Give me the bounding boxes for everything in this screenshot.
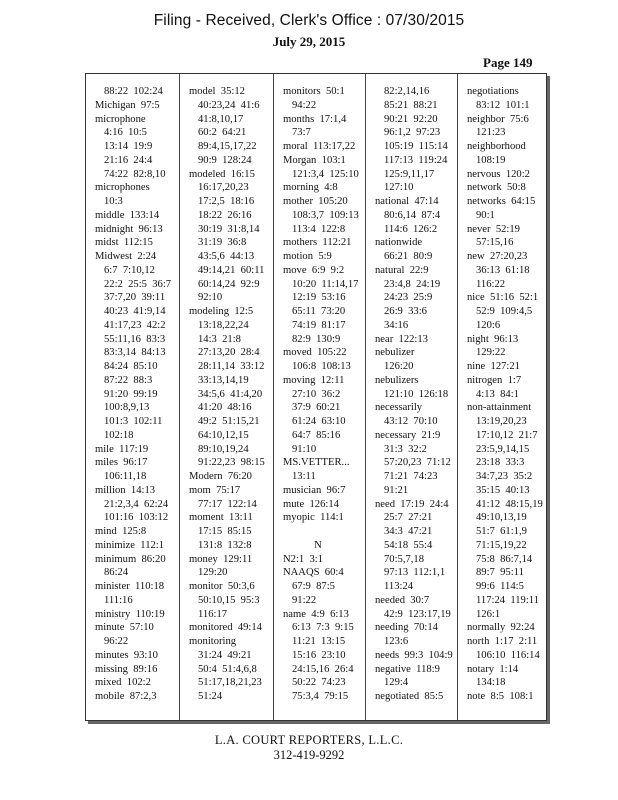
index-entry: near 122:13 bbox=[375, 333, 428, 345]
index-reference-line: 36:13 61:18 bbox=[476, 264, 530, 276]
index-entry: mother 105:20 bbox=[283, 196, 348, 207]
index-entry: monitor 50:3,6 bbox=[189, 581, 255, 592]
index-entry: microphones bbox=[95, 182, 150, 194]
index-column-4 bbox=[366, 74, 458, 720]
index-entry: Midwest 2:24 bbox=[95, 251, 157, 262]
word-index-table bbox=[85, 73, 547, 721]
index-entry: million 14:13 bbox=[95, 484, 156, 496]
index-reference-line: 40:23 41:9,14 bbox=[104, 306, 166, 317]
index-reference-line: 10:3 bbox=[104, 196, 123, 207]
index-reference-line: 34:3 47:21 bbox=[384, 526, 433, 537]
index-reference-line: 121:10 126:18 bbox=[384, 388, 449, 400]
index-reference-line: 49:14,21 60:11 bbox=[198, 264, 265, 276]
index-reference-line: 101:16 103:12 bbox=[104, 512, 169, 524]
index-reference-line: 17:10,12 21:7 bbox=[476, 429, 538, 441]
index-reference-line: 60:2 64:21 bbox=[198, 127, 247, 139]
index-reference-line: 77:17 122:14 bbox=[198, 498, 257, 510]
index-entry: NAAQS 60:4 bbox=[283, 567, 344, 579]
index-reference-line: 13:14 19:9 bbox=[104, 141, 153, 152]
index-reference-line: 57:20,23 71:12 bbox=[384, 457, 451, 469]
index-reference-line: 60:14,24 92:9 bbox=[198, 278, 260, 290]
index-reference-line: 64:10,12,15 bbox=[198, 429, 249, 441]
index-reference-line: 24:15,16 26:4 bbox=[292, 663, 354, 675]
index-reference-line: 11:21 13:15 bbox=[292, 636, 346, 647]
index-entry: minutes 93:10 bbox=[95, 649, 158, 661]
index-reference-line: 14:3 21:8 bbox=[198, 333, 241, 345]
index-reference-line: 30:19 31:8,14 bbox=[198, 223, 260, 235]
index-reference-line: 4:13 84:1 bbox=[476, 388, 519, 400]
index-entry: needs 99:3 104:9 bbox=[375, 649, 453, 661]
index-reference-line: 91:22,23 98:15 bbox=[198, 457, 265, 469]
index-entry: mothers 112:21 bbox=[283, 237, 352, 249]
index-reference-line: 67:9 87:5 bbox=[292, 581, 335, 592]
index-entry: missing 89:16 bbox=[95, 663, 158, 675]
index-entry: minimize 112:1 bbox=[95, 539, 165, 551]
index-entry: night 96:13 bbox=[467, 333, 519, 345]
index-reference-line: 121:3,4 125:10 bbox=[292, 168, 359, 180]
index-entry: minute 57:10 bbox=[95, 622, 154, 634]
index-entry: negotiations bbox=[467, 86, 519, 97]
index-entry: mixed 102:2 bbox=[95, 677, 151, 689]
index-reference-line: 129:4 bbox=[384, 677, 409, 689]
index-entry: note 8:5 108:1 bbox=[467, 691, 534, 702]
index-entry: negative 118:9 bbox=[375, 663, 440, 675]
index-entry: model 35:12 bbox=[189, 86, 245, 97]
index-reference-line: 21:16 24:4 bbox=[104, 154, 153, 166]
index-reference-line: 41:20 48:16 bbox=[198, 402, 252, 414]
index-reference-line: 37:9 60:21 bbox=[292, 402, 341, 414]
index-entry: Modern 76:20 bbox=[189, 471, 252, 482]
index-reference-line: 85:21 88:21 bbox=[384, 99, 438, 111]
index-entry: money 129:11 bbox=[189, 553, 253, 565]
index-reference-line: 96:22 bbox=[104, 636, 129, 647]
index-entry: need 17:19 24:4 bbox=[375, 498, 449, 510]
index-reference-line: 91:22 bbox=[292, 594, 317, 606]
index-reference-line: 120:6 bbox=[476, 319, 501, 331]
index-reference-line: 66:21 80:9 bbox=[384, 251, 433, 262]
index-reference-line: 31:19 36:8 bbox=[198, 237, 247, 249]
index-entry: MS.VETTER... bbox=[283, 457, 350, 469]
index-entry: notary 1:14 bbox=[467, 663, 519, 675]
index-entry: musician 96:7 bbox=[283, 484, 346, 496]
index-reference-line: 106:11,18 bbox=[104, 471, 147, 482]
index-reference-line: 129:22 bbox=[476, 347, 506, 359]
index-entry: moral 113:17,22 bbox=[283, 141, 356, 152]
index-entry: normally 92:24 bbox=[467, 622, 535, 634]
index-reference-line: 83:3,14 84:13 bbox=[104, 347, 166, 359]
index-reference-line: 37:7,20 39:11 bbox=[104, 292, 166, 304]
index-entry: nine 127:21 bbox=[467, 361, 520, 372]
index-reference-line: 90:21 92:20 bbox=[384, 113, 438, 125]
index-reference-line: 117:13 119:24 bbox=[384, 154, 448, 166]
index-reference-line: 55:11,16 83:3 bbox=[104, 333, 166, 345]
index-entry: moment 13:11 bbox=[189, 512, 253, 524]
index-entry: morning 4:8 bbox=[283, 182, 338, 194]
index-reference-line: 16:17,20,23 bbox=[198, 182, 249, 194]
index-entry: mobile 87:2,3 bbox=[95, 691, 157, 702]
index-reference-line: 50:4 51:4,6,8 bbox=[198, 663, 257, 675]
index-reference-line: 71:21 74:23 bbox=[384, 471, 438, 482]
index-reference-line: 100:8,9,13 bbox=[104, 402, 150, 414]
index-reference-line: 84:24 85:10 bbox=[104, 361, 158, 372]
index-reference-line: 13:11 bbox=[292, 471, 316, 482]
index-reference-line: 123:6 bbox=[384, 636, 409, 647]
index-reference-line: 121:23 bbox=[476, 127, 506, 139]
index-entry: nitrogen 1:7 bbox=[467, 374, 522, 386]
court-reporter-name: L.A. COURT REPORTERS, L.L.C. bbox=[214, 733, 404, 747]
index-entry: myopic 114:1 bbox=[283, 512, 344, 524]
index-reference-line: 75:8 86:7,14 bbox=[476, 553, 533, 565]
index-reference-line: 41:17,23 42:2 bbox=[104, 319, 166, 331]
index-reference-line: 92:10 bbox=[198, 292, 223, 304]
index-reference-line: 52:9 109:4,5 bbox=[476, 306, 533, 317]
index-reference-line: 41:8,10,17 bbox=[198, 113, 244, 125]
index-entry: natural 22:9 bbox=[375, 264, 429, 276]
index-entry: name 4:9 6:13 bbox=[283, 608, 349, 620]
index-entry: months 17:1,4 bbox=[283, 113, 347, 125]
index-reference-line: 90:9 128:24 bbox=[198, 154, 252, 166]
index-entry: neighbor 75:6 bbox=[467, 113, 529, 125]
index-letter-heading: N bbox=[314, 539, 322, 551]
index-reference-line: 75:3,4 79:15 bbox=[292, 691, 349, 702]
index-entry: N2:1 3:1 bbox=[283, 553, 324, 565]
index-reference-line: 6:13 7:3 9:15 bbox=[292, 622, 354, 634]
index-entry: nervous 120:2 bbox=[467, 168, 530, 180]
index-reference-line: 24:23 25:9 bbox=[384, 292, 433, 304]
index-reference-line: 33:13,14,19 bbox=[198, 374, 249, 386]
index-entry: middle 133:14 bbox=[95, 209, 160, 221]
index-reference-line: 87:22 88:3 bbox=[104, 374, 153, 386]
index-entry: minimum 86:20 bbox=[95, 553, 166, 565]
index-reference-line: 114:6 126:2 bbox=[384, 223, 438, 235]
index-reference-line: 17:15 85:15 bbox=[198, 526, 252, 537]
index-entry: nebulizers bbox=[375, 374, 419, 386]
index-reference-line: 94:22 bbox=[292, 99, 317, 111]
index-reference-line: 23:4,8 24:19 bbox=[384, 278, 441, 290]
index-entry: necessarily bbox=[375, 402, 423, 414]
index-reference-line: 61:24 63:10 bbox=[292, 416, 346, 427]
index-entry: national 47:14 bbox=[375, 196, 439, 207]
index-reference-line: 15:16 23:10 bbox=[292, 649, 346, 661]
index-entry: microphone bbox=[95, 113, 146, 125]
index-entry: monitoring bbox=[189, 636, 237, 647]
index-reference-line: 34:5,6 41:4,20 bbox=[198, 388, 263, 400]
index-reference-line: 31:24 49:21 bbox=[198, 649, 252, 661]
index-reference-line: 126:20 bbox=[384, 361, 414, 372]
index-entry: non-attainment bbox=[467, 402, 532, 414]
index-reference-line: 50:10,15 95:3 bbox=[198, 594, 260, 606]
index-reference-line: 97:13 112:1,1 bbox=[384, 567, 446, 579]
index-entry: new 27:20,23 bbox=[467, 251, 528, 262]
index-reference-line: 131:8 132:8 bbox=[198, 539, 252, 551]
index-column-2 bbox=[180, 74, 274, 720]
index-reference-line: 25:7 27:21 bbox=[384, 512, 433, 524]
index-reference-line: 12:19 53:16 bbox=[292, 292, 346, 304]
index-entry: nationwide bbox=[375, 237, 423, 249]
index-reference-line: 27:10 36:2 bbox=[292, 388, 341, 400]
index-entry: moving 12:11 bbox=[283, 374, 345, 386]
index-reference-line: 108:3,7 109:13 bbox=[292, 209, 359, 221]
index-reference-line: 73:7 bbox=[292, 127, 311, 139]
index-entry: miles 96:17 bbox=[95, 457, 148, 469]
index-entry: north 1:17 2:11 bbox=[467, 636, 538, 647]
filing-stamp: Filing - Received, Clerk's Office : 07/30/2015 bbox=[153, 12, 465, 29]
index-entry: mute 126:14 bbox=[283, 498, 339, 510]
index-reference-line: 34:7,23 35:2 bbox=[476, 471, 533, 482]
index-reference-line: 91:10 bbox=[292, 443, 317, 455]
index-entry: mind 125:8 bbox=[95, 526, 147, 537]
index-reference-line: 65:11 73:20 bbox=[292, 306, 346, 317]
index-entry: needed 30:7 bbox=[375, 594, 430, 606]
index-reference-line: 82:2,14,16 bbox=[384, 86, 430, 97]
index-reference-line: 106:8 108:13 bbox=[292, 361, 351, 372]
index-reference-line: 42:9 123:17,19 bbox=[384, 608, 451, 620]
index-column-5 bbox=[458, 74, 546, 720]
index-entry: needing 70:14 bbox=[375, 622, 438, 634]
index-reference-line: 83:12 101:1 bbox=[476, 99, 530, 111]
index-reference-line: 129:20 bbox=[198, 567, 228, 579]
index-entry: moved 105:22 bbox=[283, 347, 347, 359]
index-entry: modeling 12:5 bbox=[189, 306, 254, 317]
index-entry: minister 110:18 bbox=[95, 581, 165, 592]
index-reference-line: 54:18 55:4 bbox=[384, 539, 433, 551]
index-reference-line: 4:16 10:5 bbox=[104, 127, 147, 139]
index-reference-line: 23:18 33:3 bbox=[476, 457, 525, 469]
index-reference-line: 89:7 95:11 bbox=[476, 567, 524, 579]
index-entry: nebulizer bbox=[375, 347, 415, 359]
index-reference-line: 31:3 32:2 bbox=[384, 443, 427, 455]
index-entry: monitors 50:1 bbox=[283, 86, 345, 97]
index-reference-line: 134:18 bbox=[476, 677, 506, 689]
index-reference-line: 43:12 70:10 bbox=[384, 416, 438, 427]
index-reference-line: 51:17,18,21,23 bbox=[198, 677, 262, 689]
index-entry: modeled 16:15 bbox=[189, 168, 255, 180]
index-reference-line: 40:23,24 41:6 bbox=[198, 99, 260, 111]
index-reference-line: 64:7 85:16 bbox=[292, 429, 341, 441]
index-reference-line: 80:6,14 87:4 bbox=[384, 209, 441, 221]
index-reference-line: 34:16 bbox=[384, 319, 409, 331]
index-reference-line: 89:10,19,24 bbox=[198, 443, 249, 455]
index-reference-line: 74:19 81:17 bbox=[292, 319, 346, 331]
index-entry: Morgan 103:1 bbox=[283, 154, 346, 166]
court-reporter-phone: 312-419-9292 bbox=[273, 748, 345, 762]
index-entry: midst 112:15 bbox=[95, 237, 153, 249]
index-reference-line: 43:5,6 44:13 bbox=[198, 251, 255, 262]
index-reference-line: 127:10 bbox=[384, 182, 414, 194]
index-reference-line: 74:22 82:8,10 bbox=[104, 168, 166, 180]
index-entry bbox=[283, 525, 365, 539]
document-date: July 29, 2015 bbox=[272, 34, 346, 49]
index-reference-line: 70:5,7,18 bbox=[384, 553, 425, 565]
index-reference-line: 125:9,11,17 bbox=[384, 168, 435, 180]
index-reference-line: 27:13,20 28:4 bbox=[198, 347, 260, 359]
index-reference-line: 89:4,15,17,22 bbox=[198, 141, 257, 152]
index-reference-line: 113:4 122:8 bbox=[292, 223, 346, 235]
index-reference-line: 50:22 74:23 bbox=[292, 677, 346, 689]
index-reference-line: 91:20 99:19 bbox=[104, 388, 158, 400]
index-entry: never 52:19 bbox=[467, 223, 520, 235]
index-column-3 bbox=[274, 74, 366, 720]
index-reference-line: 18:22 26:16 bbox=[198, 209, 252, 221]
index-reference-line: 105:19 115:14 bbox=[384, 141, 448, 152]
index-reference-line: 102:18 bbox=[104, 429, 134, 441]
index-reference-line: 13:18,22,24 bbox=[198, 319, 249, 331]
index-reference-line: 88:22 102:24 bbox=[104, 86, 163, 97]
index-entry: mile 117:19 bbox=[95, 443, 149, 455]
index-reference-line: 111:16 bbox=[104, 594, 133, 606]
index-entry: monitored 49:14 bbox=[189, 622, 262, 634]
index-reference-line: 23:5,9,14,15 bbox=[476, 443, 530, 455]
index-column-1 bbox=[86, 74, 180, 720]
page-number: Page 149 bbox=[483, 55, 533, 70]
index-reference-line: 99:6 114:5 bbox=[476, 581, 524, 592]
index-reference-line: 71:15,19,22 bbox=[476, 539, 527, 551]
index-reference-line: 10:20 11:14,17 bbox=[292, 278, 359, 290]
index-reference-line: 82:9 130:9 bbox=[292, 333, 341, 345]
index-entry: network 50:8 bbox=[467, 182, 526, 194]
index-entry: move 6:9 9:2 bbox=[283, 264, 345, 276]
index-reference-line: 21:2,3,4 62:24 bbox=[104, 498, 169, 510]
index-reference-line: 49:2 51:15,21 bbox=[198, 416, 260, 427]
index-reference-line: 113:24 bbox=[384, 581, 414, 592]
index-entry: networks 64:15 bbox=[467, 196, 536, 207]
index-reference-line: 49:10,13,19 bbox=[476, 512, 527, 524]
index-entry: negotiated 85:5 bbox=[375, 691, 444, 702]
index-reference-line: 22:2 25:5 36:7 bbox=[104, 278, 172, 290]
index-reference-line: 106:10 116:14 bbox=[476, 649, 540, 661]
index-entry: midnight 96:13 bbox=[95, 223, 163, 235]
index-reference-line: 6:7 7:10,12 bbox=[104, 264, 155, 276]
index-reference-line: 108:19 bbox=[476, 154, 506, 166]
index-reference-line: 26:9 33:6 bbox=[384, 306, 427, 317]
index-reference-line: 116:22 bbox=[476, 278, 506, 290]
index-reference-line: 51:7 61:1,9 bbox=[476, 526, 527, 537]
index-reference-line: 28:11,14 33:12 bbox=[198, 361, 265, 372]
index-reference-line: 13:19,20,23 bbox=[476, 416, 527, 427]
index-entry: motion 5:9 bbox=[283, 251, 332, 262]
index-reference-line: 91:21 bbox=[384, 484, 409, 496]
index-reference-line: 57:15,16 bbox=[476, 237, 514, 249]
index-reference-line: 86:24 bbox=[104, 567, 129, 579]
index-reference-line: 96:1,2 97:23 bbox=[384, 127, 441, 139]
index-entry: mom 75:17 bbox=[189, 484, 241, 496]
index-reference-line: 35:15 40:13 bbox=[476, 484, 530, 496]
index-entry: necessary 21:9 bbox=[375, 429, 441, 441]
index-entry: ministry 110:19 bbox=[95, 608, 165, 620]
index-reference-line: 90:1 bbox=[476, 209, 495, 221]
index-reference-line: 17:2,5 18:16 bbox=[198, 196, 255, 207]
index-reference-line: 116:17 bbox=[198, 608, 228, 620]
index-entry: neighborhood bbox=[467, 141, 526, 152]
index-reference-line: 51:24 bbox=[198, 691, 223, 702]
index-reference-line: 117:24 119:11 bbox=[476, 594, 539, 606]
index-reference-line: 126:1 bbox=[476, 608, 501, 620]
index-reference-line: 41:12 48:15,19 bbox=[476, 498, 543, 510]
index-entry: Michigan 97:5 bbox=[95, 99, 160, 111]
index-entry: nice 51:16 52:1 bbox=[467, 292, 539, 304]
index-reference-line: 101:3 102:11 bbox=[104, 416, 163, 427]
